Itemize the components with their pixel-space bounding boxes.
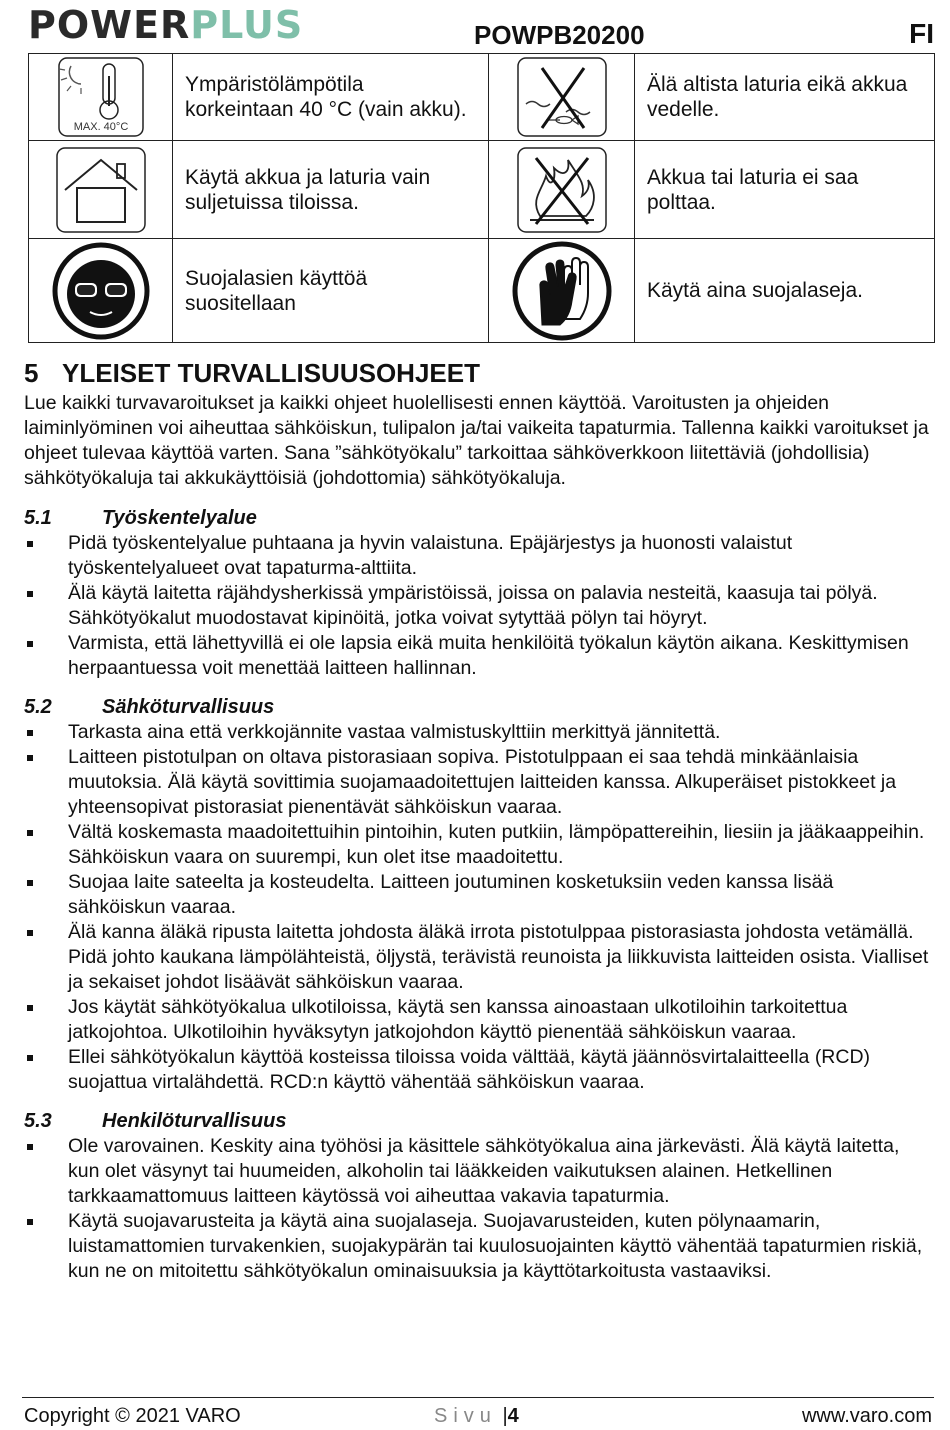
section-title: YLEISET TURVALLISUUSOHJEET — [62, 358, 480, 388]
list-item — [24, 631, 930, 681]
safety-symbols-table — [28, 53, 935, 343]
section-intro: Lue kaikki turvavaroitukset ja kaikki ohjeet huolellisesti ennen käyttöä. Varoitusten ja ohjeiden laiminlyöminen voi aiheuttaa sähköiskun, tulipalon ja/tai vaikeita tapaturmia. Tallenna kaikki varoitukset ja ohjeet tulevaa käyttöä varten. Sana ”sähkötyökalu” tarkoittaa sähköverkkoon liitettäviä (johdollisia) sähkötyökaluja tai akkukäyttöisiä (johdottomia) sähkötyökaluja. — [24, 392, 929, 489]
no-fire-icon — [516, 146, 608, 234]
bullet-icon — [27, 730, 33, 736]
section-heading — [24, 358, 930, 388]
brand-logo-part1: POWER — [28, 3, 191, 47]
bullet-icon — [27, 880, 33, 886]
thermometer-icon-label: MAX. 40°C — [73, 121, 128, 133]
subsection-heading — [24, 506, 930, 531]
bullet-icon — [27, 755, 33, 761]
list-item — [24, 920, 930, 995]
page-number: 4 — [507, 1405, 519, 1427]
subsection-number: 5.1 — [24, 507, 52, 529]
symbol-cell — [29, 239, 173, 343]
model-number: POWPB20200 — [474, 20, 645, 50]
list-item — [24, 995, 930, 1045]
symbol-cell — [489, 54, 635, 141]
gloves-icon — [512, 241, 612, 341]
list-item-text: Laitteen pistotulpan on oltava pistorasiaan sopiva. Pistotulppaan ei saa tehdä minkäänlaisia muutoksia. Älä käytä sovittimia suojamaadoitettujen laitteiden kanssa. Alkuperäiset pistokkeet ja yhteensopivat pistorasiat pienentävät sähköiskun vaaraa. — [68, 746, 897, 818]
footer-copyright: Copyright © 2021 VARO — [24, 1405, 241, 1427]
list-item — [24, 1209, 930, 1284]
bullet-list — [24, 1134, 930, 1284]
list-item-text: Ellei sähkötyökalun käyttöä kosteissa tiloissa voida välttää, käytä jäännösvirtalaitteella (RCD) suojattua virtalähdettä. RCD:n käyttö vähentää sähköiskun vaaraa. — [68, 1046, 871, 1093]
list-item — [24, 745, 930, 820]
thermometer-icon — [57, 56, 145, 138]
list-item — [24, 720, 930, 745]
list-item-text: Älä kanna äläkä ripusta laitetta johdosta äläkä irrota pistotulppaa pistorasiasta johdosta vetämällä. Pidä johto kaukana lämpölähteistä, öljystä, terävistä reunoista ja liikkuvista laitteiden osista. Vialliset ja sekaiset johdot lisäävät sähköiskun vaaraa. — [68, 921, 929, 993]
symbol-text: Akkua tai laturia ei saa polttaa. — [635, 141, 935, 239]
list-item-text: Suojaa laite sateelta ja kosteudelta. Laitteen joutuminen kosketuksiin veden kanssa lisää sähköiskun vaaraa. — [68, 871, 834, 918]
bullet-icon — [27, 591, 33, 597]
list-item — [24, 581, 930, 631]
footer-website: www.varo.com — [801, 1405, 932, 1427]
list-item — [24, 870, 930, 920]
safety-glasses-icon — [52, 242, 150, 340]
list-item-text: Käytä suojavarusteita ja käytä aina suojalaseja. Suojavarusteiden, kuten pölynaamarin, luistamattomien turvakenkien, suojakypärän tai kuulosuojainten käyttö vähentää tapaturmien riskiä, kun ne on mitoitettu sähkötyökalun ominaisuuksia ja käyttötarkoitusta vastaaviksi. — [68, 1210, 923, 1282]
bullet-icon — [27, 1055, 33, 1061]
bullet-icon — [27, 830, 33, 836]
main-content — [24, 358, 930, 1298]
list-item — [24, 1045, 930, 1095]
list-item — [24, 531, 930, 581]
symbol-cell — [29, 141, 173, 239]
list-item-text: Älä käytä laitetta räjähdysherkissä ympäristöissä, joissa on palavia nesteitä, kaasuja tai pölyä. Sähkötyökalut muodostavat kipinöitä, jotka voivat sytyttää pölyn tai höyryt. — [68, 582, 878, 629]
symbol-text: Ympäristölämpötila korkeintaan 40 °C (vain akku). — [173, 54, 489, 141]
bullet-list — [24, 531, 930, 681]
subsection-heading — [24, 1109, 930, 1134]
subsection-heading — [24, 695, 930, 720]
symbol-row — [29, 239, 935, 343]
section-number: 5 — [24, 358, 39, 388]
symbol-cell — [489, 239, 635, 343]
bullet-icon — [27, 1144, 33, 1150]
footer-divider — [22, 1397, 934, 1398]
subsection-title: Henkilöturvallisuus — [102, 1110, 287, 1132]
page-word: Sivu — [434, 1405, 497, 1427]
bullet-list — [24, 720, 930, 1095]
language-code: FI — [909, 18, 934, 49]
symbol-row — [29, 141, 935, 239]
symbol-text: Suojalasien käyttöä suositellaan — [173, 239, 489, 343]
symbol-row — [29, 54, 935, 141]
symbol-cell — [489, 141, 635, 239]
no-water-icon — [516, 56, 608, 138]
bullet-icon — [27, 1219, 33, 1225]
footer-page-indicator — [434, 1404, 519, 1428]
list-item-text: Vältä koskemasta maadoitettuihin pintoihin, kuten putkiin, lämpöpattereihin, liesiin ja jääkaappeihin. Sähköiskun vaara on suurempi, kun olet itse maadoitettu. — [68, 821, 925, 868]
bullet-icon — [27, 1005, 33, 1011]
subsection-number: 5.2 — [24, 696, 52, 718]
list-item-text: Tarkasta aina että verkkojännite vastaa valmistuskylttiin merkittyä jännitettä. — [68, 721, 721, 743]
list-item-text: Ole varovainen. Keskity aina työhösi ja käsittele sähkötyökalua aina järkevästi. Älä käytä laitetta, kun olet väsynyt tai huumeiden, alkoholin tai lääkkeiden vaikutuksen alainen. Hetkellinen tarkkaamattomuus laitteen käytössä voi aiheuttaa vakavia tapaturmia. — [68, 1135, 900, 1207]
bullet-icon — [27, 641, 33, 647]
symbol-text: Käytä aina suojalaseja. — [635, 239, 935, 343]
list-item-text: Pidä työskentelyalue puhtaana ja hyvin valaistuna. Epäjärjestys ja huonosti valaistut työskentelyalueet ovat tapaturma-alttiita. — [68, 532, 793, 579]
brand-logo-part2: PLUS — [190, 3, 304, 47]
list-item-text: Jos käytät sähkötyökalua ulkotiloissa, käytä sen kanssa ainoastaan ulkotiloihin tarkoitettua jatkojohtoa. Ulkotiloihin hyväksytyn jatkojohdon käyttö pienentää sähköiskun vaaraa. — [68, 996, 848, 1043]
symbol-text: Käytä akkua ja laturia vain suljetuissa tiloissa. — [173, 141, 489, 239]
symbol-text: Älä altista laturia eikä akkua vedelle. — [635, 54, 935, 141]
house-icon — [55, 146, 147, 234]
subsection-number: 5.3 — [24, 1110, 52, 1132]
page-separator: | — [502, 1405, 508, 1427]
list-item-text: Varmista, että lähettyvillä ei ole lapsia eikä muita henkilöitä työkalun käytön aikana. Keskittymisen herpaantuessa voit menettää laitteen hallinnan. — [68, 632, 909, 679]
bullet-icon — [27, 541, 33, 547]
list-item — [24, 1134, 930, 1209]
bullet-icon — [27, 930, 33, 936]
subsection-title: Työskentelyalue — [102, 507, 257, 529]
brand-logo — [28, 4, 303, 46]
symbol-cell — [29, 54, 173, 141]
list-item — [24, 820, 930, 870]
subsection-title: Sähköturvallisuus — [102, 696, 275, 718]
